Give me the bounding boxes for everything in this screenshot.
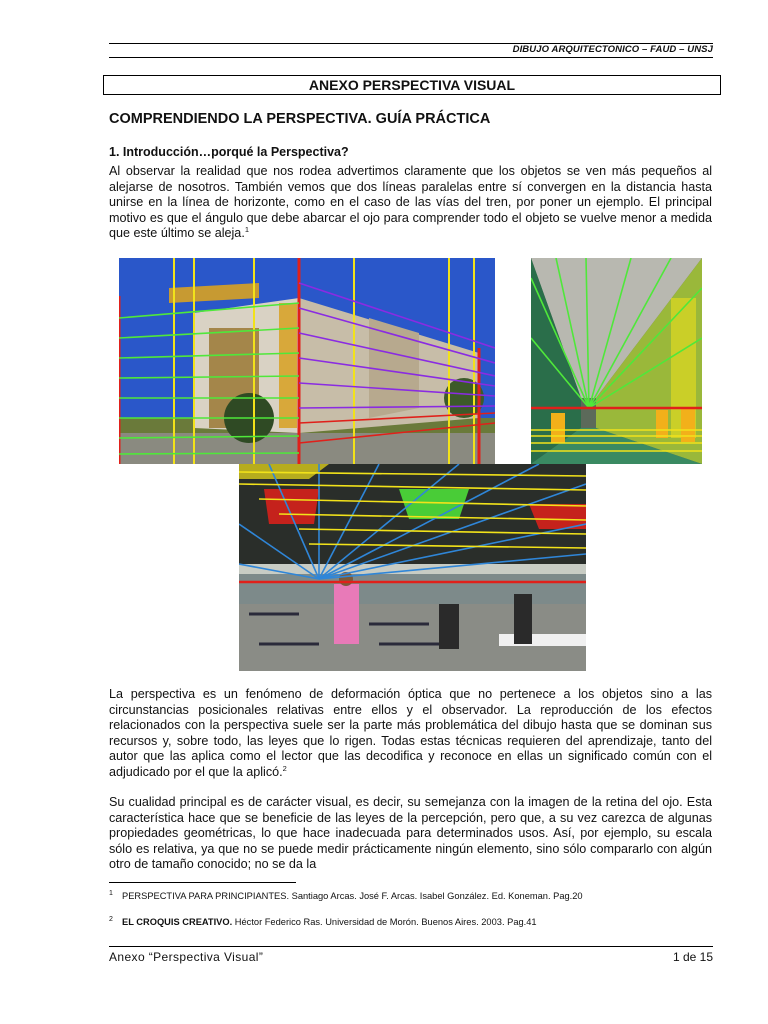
header-course: DIBUJO ARQUITECTONICO – FAUD – UNSJ [512,44,713,55]
building-perspective-photo [119,258,495,464]
page-title: ANEXO PERSPECTIVA VISUAL [103,75,721,95]
footnote-2: 2 EL CROQUIS CREATIVO. Héctor Federico Ras. Universidad de Morón. Buenos Aires. 2003. Pag.41 [109,916,537,928]
footnote-ref-2[interactable]: 2 [282,763,287,773]
classroom-perspective-photo [239,464,586,671]
page-number: 1 de 15 [672,950,713,964]
main-heading: COMPRENDIENDO LA PERSPECTIVA. GUÍA PRÁCTICA [109,111,491,127]
paragraph-3: Su cualidad principal es de carácter visual, es decir, su semejanza con la imagen de la retina del ojo. Esta característica hace que se beneficie de las leyes de la percepción, pero que, a su vez carezca de algunas propiedades geométricas, lo que hace inadecuada para determinados usos. Así, por ejemplo, su escala sólo es relativa, ya que no se puede medir prácticamente ningún elemento, sino sólo compararlo con algún otro de tamaño conocido; no se da la [109,795,712,872]
paragraph-2: La perspectiva es un fenómeno de deformación óptica que no pertenece a los objetos sino a las circunstancias posicionales relativas entre ellos y el observador. La reproducción de los efectos relacionados con la perspectiva suele ser la parte más problemática del dibujo hasta que se dominan sus recursos y, sobre todo, las leyes que lo rigen. Todas estas técnicas requieren del aprendizaje, tanto del autor que las aplica como el lector que las decodifica y reconoce en ellas un significado común con el adjudicado por el que la aplicó.$^2$ [109,687,712,779]
header-rule-bottom [109,57,713,58]
footnote-1: 1 PERSPECTIVA PARA PRINCIPIANTES. Santiago Arcas. José F. Arcas. Isabel González. Ed. Koneman. Pag.20 [109,890,583,902]
corridor-perspective-photo [531,258,702,464]
footnote-rule [109,882,296,883]
paragraph-1: Al observar la realidad que nos rodea advertimos claramente que los objetos se ven más pequeños al alejarse de nosotros. También vemos que dos líneas paralelas entre sí convergen en la distancia hasta unirse en la línea de horizonte, como en el caso de las vías del tren, por poner un ejemplo. El principal motivo es que el ángulo que debe abarcar el ojo para comprender todo el objeto se vuelve menor a medida que este último se aleja.$^1$ [109,164,712,241]
section-heading: 1. Introducción…porqué la Perspectiva? [109,145,349,159]
footnote-ref-1[interactable]: 1 [244,225,249,235]
footer-document-title: Anexo “Perspectiva Visual” [109,950,264,964]
footer-rule [109,946,713,947]
